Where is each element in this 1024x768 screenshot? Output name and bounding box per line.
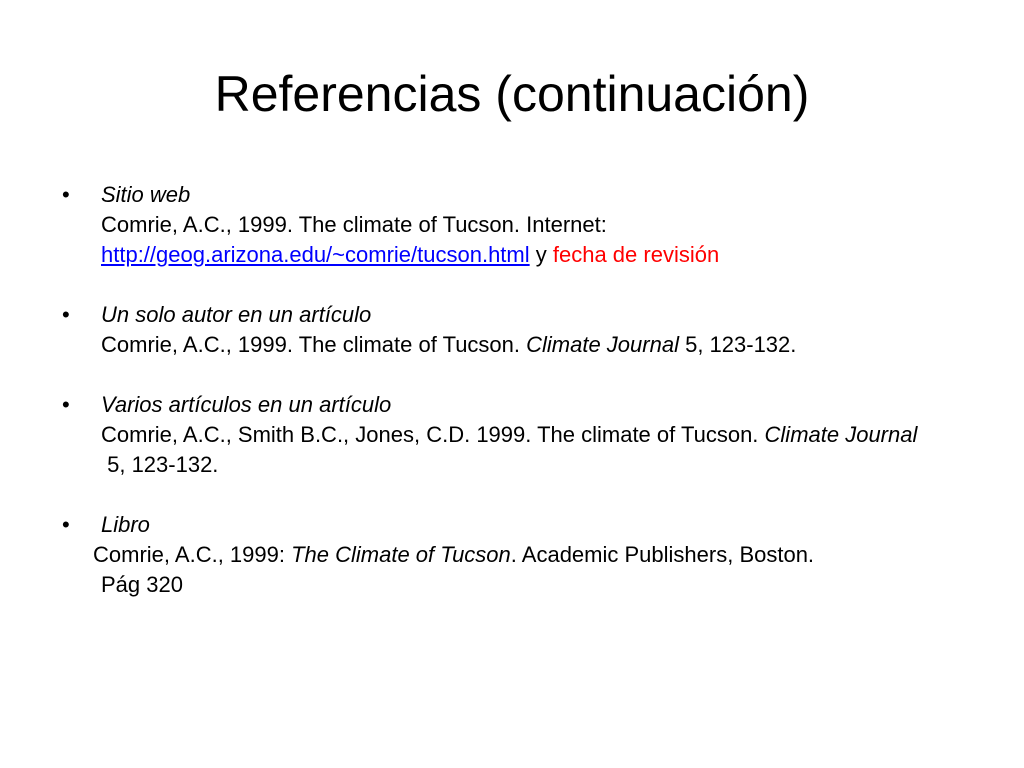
reference-text: Comrie, A.C., 1999. The climate of Tucson. Internet: [101,212,607,237]
reference-text-pre: Comrie, A.C., 1999: [93,542,292,567]
reference-text-pre: Comrie, A.C., Smith B.C., Jones, C.D. 1999. The climate of Tucson. [101,422,765,447]
review-date-note: fecha de revisión [552,242,720,267]
bullet-icon: • [62,392,70,417]
reference-heading: Un solo autor en un artículo [101,302,372,327]
reference-heading: Libro [101,512,150,537]
reference-text-post: 5, 123-132. [101,452,219,477]
reference-heading: Sitio web [101,182,191,207]
reference-heading: Varios artículos en un artículo [101,392,392,417]
reference-item-website [62,180,962,270]
bullet-icon: • [62,302,70,327]
bullet-icon: • [62,182,70,207]
slide-title: Referencias (continuación) [214,66,810,122]
reference-connector: y [529,242,553,267]
reference-list [62,180,962,600]
reference-text [93,540,962,570]
reference-item-multiple-authors [62,390,962,480]
reference-text [101,330,962,360]
reference-page: Pág 320 [101,572,183,597]
book-title: The Climate of Tucson [291,542,511,567]
reference-text-pre: Comrie, A.C., 1999. The climate of Tucson. [101,332,527,357]
reference-text-post: 5, 123-132. [678,332,797,357]
journal-name: Climate Journal [764,422,918,447]
reference-item-book [62,510,962,600]
journal-name: Climate Journal [526,332,679,357]
reference-url-link[interactable]: http://geog.arizona.edu/~comrie/tucson.html [101,242,530,267]
reference-text-post: . Academic Publishers, Boston. [510,542,815,567]
bullet-icon: • [62,512,70,537]
reference-item-single-author [62,300,962,360]
reference-text [101,420,962,480]
